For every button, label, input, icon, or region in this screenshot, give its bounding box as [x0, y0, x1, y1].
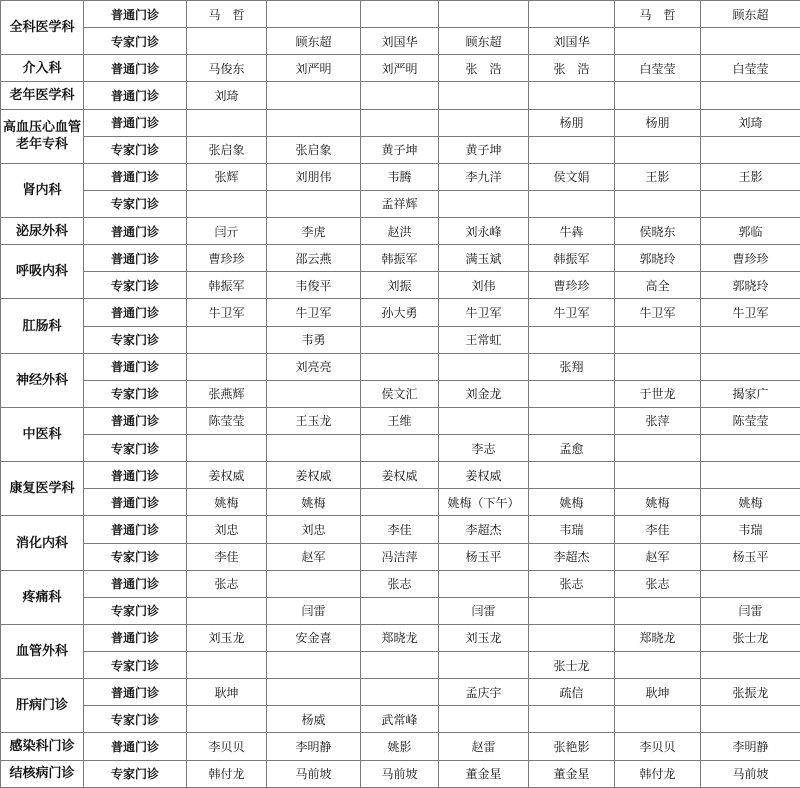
- doctor-cell: 杨朋: [615, 109, 701, 136]
- department-name: 介入科: [1, 55, 84, 82]
- doctor-cell: [615, 326, 701, 353]
- doctor-cell: [615, 28, 701, 55]
- clinic-type: 专家门诊: [84, 326, 187, 353]
- doctor-cell: [187, 706, 267, 733]
- doctor-cell: 牛卫军: [529, 299, 615, 326]
- doctor-cell: 马前坡: [701, 760, 800, 788]
- doctor-cell: 顾东超: [701, 1, 800, 28]
- doctor-cell: 牛卫军: [701, 299, 800, 326]
- doctor-cell: 杨威: [267, 706, 361, 733]
- doctor-cell: 张振龙: [701, 679, 800, 706]
- doctor-cell: 李志: [439, 435, 529, 462]
- doctor-cell: [439, 706, 529, 733]
- doctor-cell: 孟祥辉: [361, 190, 439, 217]
- doctor-cell: [187, 353, 267, 380]
- clinic-type: 普通门诊: [84, 218, 187, 245]
- clinic-type: 普通门诊: [84, 516, 187, 543]
- doctor-cell: 姜权威: [361, 462, 439, 489]
- doctor-cell: 曹珍珍: [529, 272, 615, 299]
- schedule-row: [1, 407, 800, 434]
- doctor-cell: [439, 570, 529, 597]
- clinic-type: 专家门诊: [84, 435, 187, 462]
- doctor-cell: 闫亓: [187, 218, 267, 245]
- schedule-row: [1, 28, 800, 55]
- doctor-cell: [439, 82, 529, 109]
- doctor-cell: 韩振军: [361, 245, 439, 272]
- department-name: 康复医学科: [1, 462, 84, 516]
- clinic-type: 普通门诊: [84, 109, 187, 136]
- doctor-cell: 孙大勇: [361, 299, 439, 326]
- doctor-cell: 姚梅: [267, 489, 361, 516]
- doctor-cell: 姚梅: [615, 489, 701, 516]
- doctor-cell: 李超杰: [439, 516, 529, 543]
- department-name: 消化内科: [1, 516, 84, 570]
- doctor-cell: [529, 462, 615, 489]
- doctor-cell: 刘忠: [267, 516, 361, 543]
- doctor-cell: 黄子坤: [361, 136, 439, 163]
- doctor-cell: 董金星: [439, 760, 529, 788]
- doctor-cell: 孟愈: [529, 435, 615, 462]
- doctor-cell: 李佳: [187, 543, 267, 570]
- doctor-cell: 姜权威: [187, 462, 267, 489]
- doctor-cell: 牛犇: [529, 218, 615, 245]
- doctor-cell: [267, 435, 361, 462]
- doctor-cell: [701, 82, 800, 109]
- doctor-cell: [267, 190, 361, 217]
- clinic-type: 专家门诊: [84, 28, 187, 55]
- doctor-cell: 揭家广: [701, 380, 800, 407]
- schedule-row: [1, 706, 800, 733]
- doctor-cell: 张志: [529, 570, 615, 597]
- doctor-cell: 牛卫军: [187, 299, 267, 326]
- doctor-cell: [701, 570, 800, 597]
- doctor-cell: 马前坡: [361, 760, 439, 788]
- doctor-cell: [361, 679, 439, 706]
- schedule-row: [1, 190, 800, 217]
- doctor-cell: 白莹莹: [615, 55, 701, 82]
- clinic-type: 专家门诊: [84, 652, 187, 679]
- doctor-cell: [615, 353, 701, 380]
- doctor-cell: [439, 353, 529, 380]
- schedule-row: [1, 218, 800, 245]
- schedule-row: [1, 380, 800, 407]
- schedule-row: [1, 1, 800, 28]
- doctor-cell: 张翔: [529, 353, 615, 380]
- doctor-cell: [361, 597, 439, 624]
- doctor-cell: 冯洁萍: [361, 543, 439, 570]
- clinic-type: 专家门诊: [84, 543, 187, 570]
- clinic-type: 专家门诊: [84, 190, 187, 217]
- doctor-cell: 耿坤: [615, 679, 701, 706]
- doctor-cell: [701, 353, 800, 380]
- doctor-cell: [361, 489, 439, 516]
- doctor-cell: [701, 136, 800, 163]
- doctor-cell: 张燕辉: [187, 380, 267, 407]
- doctor-cell: 韦瑞: [529, 516, 615, 543]
- clinic-type: 普通门诊: [84, 570, 187, 597]
- doctor-cell: [361, 82, 439, 109]
- doctor-cell: 张艳影: [529, 733, 615, 760]
- doctor-cell: 李虎: [267, 218, 361, 245]
- schedule-row: [1, 624, 800, 651]
- doctor-cell: 姚梅: [701, 489, 800, 516]
- doctor-cell: 武常峰: [361, 706, 439, 733]
- doctor-cell: [615, 652, 701, 679]
- department-name: 泌尿外科: [1, 218, 84, 245]
- doctor-cell: 张萍: [615, 407, 701, 434]
- doctor-cell: 韦俊平: [267, 272, 361, 299]
- schedule-row: [1, 597, 800, 624]
- clinic-type: 普通门诊: [84, 163, 187, 190]
- doctor-cell: 李佳: [615, 516, 701, 543]
- doctor-cell: 韩付龙: [187, 760, 267, 788]
- department-name: 肛肠科: [1, 299, 84, 353]
- doctor-cell: 姚梅: [529, 489, 615, 516]
- doctor-cell: 疏信: [529, 679, 615, 706]
- doctor-cell: [529, 380, 615, 407]
- doctor-cell: 陈莹莹: [187, 407, 267, 434]
- doctor-cell: [615, 82, 701, 109]
- schedule-row: [1, 462, 800, 489]
- doctor-cell: [615, 597, 701, 624]
- doctor-cell: 董金星: [529, 760, 615, 788]
- doctor-cell: [701, 28, 800, 55]
- clinic-type: 普通门诊: [84, 245, 187, 272]
- doctor-cell: 顾东超: [267, 28, 361, 55]
- doctor-cell: 姚梅: [187, 489, 267, 516]
- department-name: 肝病门诊: [1, 679, 84, 733]
- doctor-cell: [529, 597, 615, 624]
- doctor-cell: 刘琦: [701, 109, 800, 136]
- clinic-type: 普通门诊: [84, 733, 187, 760]
- doctor-cell: 李超杰: [529, 543, 615, 570]
- doctor-cell: [187, 326, 267, 353]
- doctor-cell: 郭晓玲: [615, 245, 701, 272]
- doctor-cell: 孟庆宇: [439, 679, 529, 706]
- doctor-cell: [701, 435, 800, 462]
- doctor-cell: 李明静: [267, 733, 361, 760]
- department-name: 高血压心血管 老年专科: [1, 109, 84, 163]
- doctor-cell: 马俊东: [187, 55, 267, 82]
- doctor-cell: 牛卫军: [267, 299, 361, 326]
- doctor-cell: 李明静: [701, 733, 800, 760]
- schedule-row: [1, 109, 800, 136]
- doctor-cell: [267, 380, 361, 407]
- doctor-cell: 张志: [187, 570, 267, 597]
- doctor-cell: 刘玉龙: [187, 624, 267, 651]
- doctor-cell: 赵军: [267, 543, 361, 570]
- doctor-cell: [701, 706, 800, 733]
- schedule-row: [1, 326, 800, 353]
- doctor-cell: 刘国华: [361, 28, 439, 55]
- doctor-cell: 李九洋: [439, 163, 529, 190]
- doctor-cell: 马 哲: [615, 1, 701, 28]
- doctor-cell: 闫雷: [701, 597, 800, 624]
- doctor-cell: 姜权威: [267, 462, 361, 489]
- doctor-cell: 张 浩: [439, 55, 529, 82]
- doctor-cell: [361, 652, 439, 679]
- doctor-cell: 张辉: [187, 163, 267, 190]
- doctor-cell: [701, 462, 800, 489]
- doctor-cell: 刘伟: [439, 272, 529, 299]
- doctor-cell: 韦瑞: [701, 516, 800, 543]
- doctor-cell: [529, 82, 615, 109]
- department-name: 神经外科: [1, 353, 84, 407]
- schedule-row: [1, 733, 800, 760]
- doctor-cell: 牛卫军: [615, 299, 701, 326]
- clinic-type: 普通门诊: [84, 679, 187, 706]
- doctor-cell: [439, 652, 529, 679]
- doctor-cell: [361, 326, 439, 353]
- doctor-cell: [187, 109, 267, 136]
- doctor-cell: [187, 435, 267, 462]
- schedule-row: [1, 489, 800, 516]
- doctor-cell: 刘忠: [187, 516, 267, 543]
- doctor-cell: 陈莹莹: [701, 407, 800, 434]
- doctor-cell: 韩振军: [187, 272, 267, 299]
- doctor-cell: 王玉龙: [267, 407, 361, 434]
- schedule-row: [1, 163, 800, 190]
- doctor-cell: 姚影: [361, 733, 439, 760]
- schedule-row: [1, 679, 800, 706]
- department-name: 血管外科: [1, 624, 84, 678]
- schedule-row: [1, 353, 800, 380]
- schedule-row: [1, 245, 800, 272]
- schedule-row: [1, 55, 800, 82]
- schedule-row: [1, 136, 800, 163]
- department-name: 感染科门诊: [1, 733, 84, 760]
- doctor-cell: 侯文汇: [361, 380, 439, 407]
- doctor-cell: [361, 1, 439, 28]
- doctor-cell: 王影: [615, 163, 701, 190]
- doctor-cell: 赵洪: [361, 218, 439, 245]
- doctor-cell: 张启象: [267, 136, 361, 163]
- doctor-cell: 黄子坤: [439, 136, 529, 163]
- doctor-cell: 白莹莹: [701, 55, 800, 82]
- doctor-cell: [267, 652, 361, 679]
- doctor-cell: [529, 136, 615, 163]
- clinic-type: 专家门诊: [84, 597, 187, 624]
- doctor-cell: [187, 652, 267, 679]
- doctor-cell: [187, 190, 267, 217]
- department-name: 结核病门诊: [1, 760, 84, 788]
- doctor-cell: 杨玉平: [701, 543, 800, 570]
- clinic-type: 专家门诊: [84, 136, 187, 163]
- doctor-cell: 李佳: [361, 516, 439, 543]
- schedule-row: [1, 435, 800, 462]
- clinic-type: 普通门诊: [84, 353, 187, 380]
- doctor-cell: [615, 190, 701, 217]
- doctor-cell: [529, 624, 615, 651]
- doctor-cell: [267, 570, 361, 597]
- doctor-cell: 闫雷: [439, 597, 529, 624]
- doctor-cell: [701, 190, 800, 217]
- department-name: 呼吸内科: [1, 245, 84, 299]
- doctor-cell: [701, 652, 800, 679]
- doctor-cell: [267, 109, 361, 136]
- doctor-cell: 高全: [615, 272, 701, 299]
- doctor-cell: 郭临: [701, 218, 800, 245]
- schedule-row: [1, 272, 800, 299]
- clinic-type: 专家门诊: [84, 760, 187, 788]
- doctor-cell: [529, 190, 615, 217]
- doctor-cell: 姚梅（下午）: [439, 489, 529, 516]
- doctor-cell: 张士龙: [529, 652, 615, 679]
- doctor-cell: 李贝贝: [187, 733, 267, 760]
- doctor-cell: 郑晓龙: [615, 624, 701, 651]
- schedule-row: [1, 82, 800, 109]
- doctor-cell: [267, 82, 361, 109]
- doctor-cell: [529, 706, 615, 733]
- doctor-cell: 李贝贝: [615, 733, 701, 760]
- doctor-cell: 曹珍珍: [187, 245, 267, 272]
- clinic-type: 专家门诊: [84, 272, 187, 299]
- doctor-cell: [187, 597, 267, 624]
- clinic-type: 普通门诊: [84, 624, 187, 651]
- clinic-type: 普通门诊: [84, 1, 187, 28]
- doctor-cell: [615, 136, 701, 163]
- doctor-cell: 刘朋伟: [267, 163, 361, 190]
- doctor-cell: 侯晓东: [615, 218, 701, 245]
- clinic-type: 普通门诊: [84, 462, 187, 489]
- doctor-cell: 张士龙: [701, 624, 800, 651]
- doctor-cell: [267, 679, 361, 706]
- doctor-cell: [529, 326, 615, 353]
- doctor-cell: 王常虹: [439, 326, 529, 353]
- doctor-cell: [361, 435, 439, 462]
- doctor-cell: 曹珍珍: [701, 245, 800, 272]
- department-name: 肾内科: [1, 163, 84, 217]
- doctor-cell: [529, 407, 615, 434]
- doctor-cell: 满玉斌: [439, 245, 529, 272]
- clinic-type: 普通门诊: [84, 407, 187, 434]
- doctor-cell: 赵军: [615, 543, 701, 570]
- doctor-cell: 闫雷: [267, 597, 361, 624]
- doctor-cell: 刘严明: [267, 55, 361, 82]
- doctor-cell: 邵云燕: [267, 245, 361, 272]
- doctor-cell: 韦腾: [361, 163, 439, 190]
- doctor-cell: [439, 407, 529, 434]
- doctor-cell: 王影: [701, 163, 800, 190]
- doctor-cell: [187, 28, 267, 55]
- doctor-cell: [615, 435, 701, 462]
- clinic-type: 普通门诊: [84, 82, 187, 109]
- doctor-cell: 顾东超: [439, 28, 529, 55]
- clinic-type: 普通门诊: [84, 299, 187, 326]
- doctor-cell: 刘琦: [187, 82, 267, 109]
- doctor-cell: 耿坤: [187, 679, 267, 706]
- doctor-cell: 郭晓玲: [701, 272, 800, 299]
- department-name: 老年医学科: [1, 82, 84, 109]
- doctor-cell: 刘国华: [529, 28, 615, 55]
- doctor-cell: 张启象: [187, 136, 267, 163]
- clinic-type: 普通门诊: [84, 489, 187, 516]
- schedule-row: [1, 652, 800, 679]
- doctor-cell: [439, 190, 529, 217]
- doctor-cell: 刘严明: [361, 55, 439, 82]
- doctor-cell: 刘振: [361, 272, 439, 299]
- doctor-cell: 刘金龙: [439, 380, 529, 407]
- doctor-cell: [361, 109, 439, 136]
- schedule-body: [1, 1, 800, 788]
- doctor-cell: 郑晓龙: [361, 624, 439, 651]
- doctor-cell: 姜权威: [439, 462, 529, 489]
- doctor-cell: 杨朋: [529, 109, 615, 136]
- doctor-cell: 马 哲: [187, 1, 267, 28]
- doctor-cell: 韩振军: [529, 245, 615, 272]
- doctor-cell: 韩付龙: [615, 760, 701, 788]
- schedule-row: [1, 516, 800, 543]
- schedule-row: [1, 760, 800, 788]
- doctor-cell: 杨玉平: [439, 543, 529, 570]
- clinic-type: 普通门诊: [84, 55, 187, 82]
- department-name: 全科医学科: [1, 1, 84, 55]
- doctor-cell: 张志: [615, 570, 701, 597]
- doctor-cell: [615, 706, 701, 733]
- schedule-row: [1, 543, 800, 570]
- doctor-cell: [615, 462, 701, 489]
- doctor-cell: 刘亮亮: [267, 353, 361, 380]
- doctor-cell: 侯文娟: [529, 163, 615, 190]
- clinic-type: 专家门诊: [84, 706, 187, 733]
- doctor-cell: 刘永峰: [439, 218, 529, 245]
- department-name: 中医科: [1, 407, 84, 461]
- schedule-row: [1, 299, 800, 326]
- doctor-cell: 刘玉龙: [439, 624, 529, 651]
- doctor-cell: [361, 353, 439, 380]
- doctor-cell: 于世龙: [615, 380, 701, 407]
- doctor-cell: 张 浩: [529, 55, 615, 82]
- doctor-cell: 韦勇: [267, 326, 361, 353]
- department-name: 疼痛科: [1, 570, 84, 624]
- schedule-row: [1, 570, 800, 597]
- doctor-cell: 赵雷: [439, 733, 529, 760]
- doctor-cell: 张志: [361, 570, 439, 597]
- doctor-cell: [439, 1, 529, 28]
- doctor-cell: 马前坡: [267, 760, 361, 788]
- doctor-cell: 安金喜: [267, 624, 361, 651]
- clinic-type: 专家门诊: [84, 380, 187, 407]
- doctor-cell: [267, 1, 361, 28]
- doctor-cell: [701, 326, 800, 353]
- doctor-cell: [439, 109, 529, 136]
- doctor-cell: [529, 1, 615, 28]
- doctor-cell: 王维: [361, 407, 439, 434]
- doctor-cell: 牛卫军: [439, 299, 529, 326]
